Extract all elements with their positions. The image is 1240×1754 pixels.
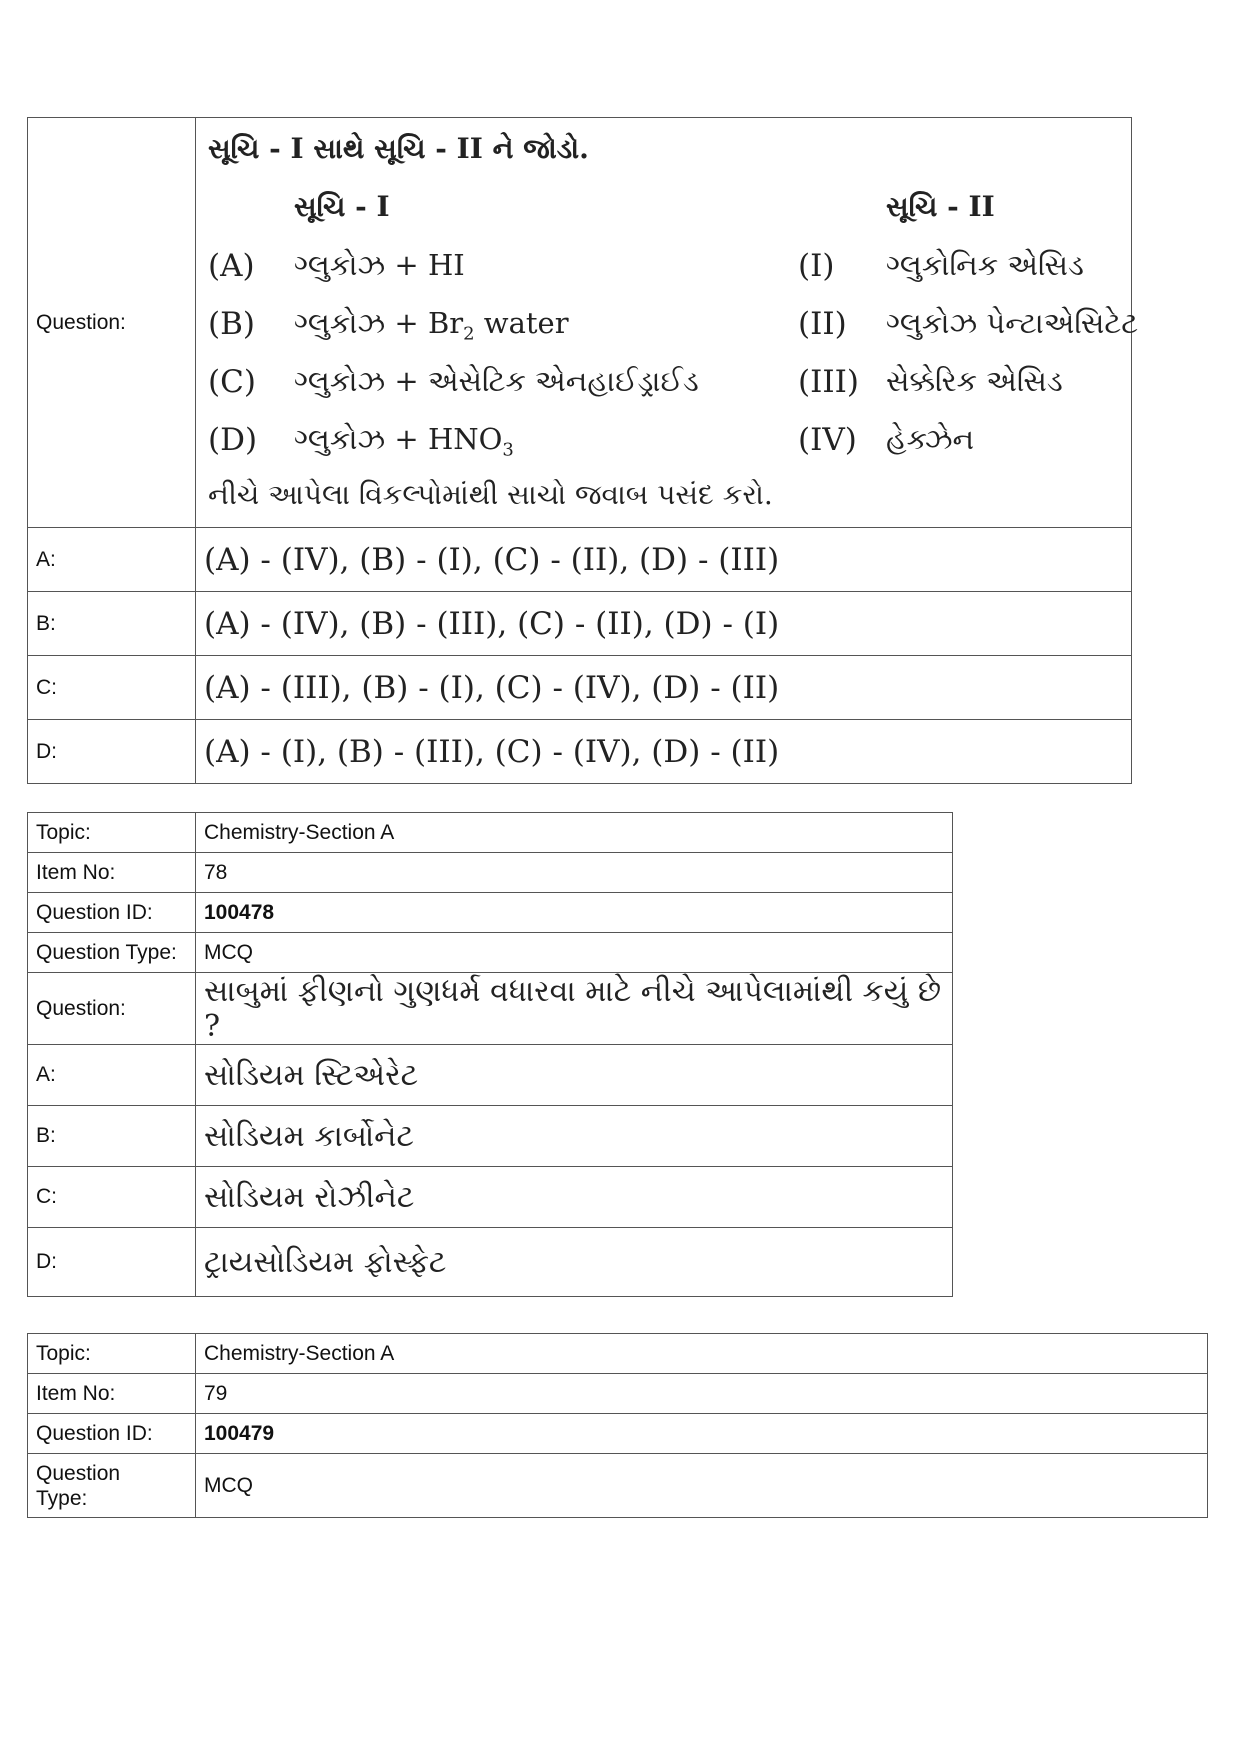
question-type-label: Question Type: xyxy=(28,933,196,973)
topic-value: Chemistry-Section A xyxy=(196,1334,1208,1374)
topic-row xyxy=(28,1334,1208,1374)
option-label: B: xyxy=(28,592,196,656)
list-1-item: ગ્લુકોઝ + $Br_2$ water xyxy=(294,306,569,345)
list-2-item: સેક્કેરિક એસિડ xyxy=(886,364,1063,398)
list-1-item: ગ્લુકોઝ + $HNO_3$ xyxy=(294,422,514,461)
question-77-table xyxy=(27,117,1139,784)
option-label: A: xyxy=(28,528,196,592)
list-2-header: સૂચિ - II xyxy=(886,190,995,223)
question-row xyxy=(28,973,953,1045)
option-label: C: xyxy=(28,1167,196,1228)
item-no-label: Item No: xyxy=(28,1374,196,1414)
question-content xyxy=(196,118,1139,528)
question-label: Question: xyxy=(28,118,196,528)
question-text: સાબુમાં ફીણનો ગુણધર્મ વધારવા માટે નીચે આપેલામાંથી કયું છે ? xyxy=(196,973,953,1045)
question-id-value: 100479 xyxy=(196,1414,1208,1454)
match-lists-block xyxy=(204,118,1139,527)
question-id-value: 100478 xyxy=(196,893,953,933)
option-row-b xyxy=(28,592,1132,656)
option-row-c xyxy=(28,656,1132,720)
question-row xyxy=(28,118,1132,528)
list-2-key: (III) xyxy=(798,364,859,400)
item-no-label: Item No: xyxy=(28,853,196,893)
question-type-row xyxy=(28,933,953,973)
option-text: (A) - (IV), (B) - (III), (C) - (II), (D) - (I) xyxy=(196,592,1132,656)
list-1-key: (A) xyxy=(208,248,255,284)
list-2-item: હેક્ઝેન xyxy=(886,422,975,456)
question-label: Question: xyxy=(28,973,196,1045)
question-intro: સૂચિ - I સાથે સૂચિ - II ને જોડો. xyxy=(208,132,589,165)
option-text: સોડિયમ કાર્બોનેટ xyxy=(196,1106,953,1167)
list-1-item: ગ્લુકોઝ + HI xyxy=(294,248,465,282)
item-no-row xyxy=(28,853,953,893)
question-id-row xyxy=(28,893,953,933)
list-1-header: સૂચિ - I xyxy=(294,190,390,223)
option-label: B: xyxy=(28,1106,196,1167)
question-78-table xyxy=(27,812,953,1297)
question-id-label: Question ID: xyxy=(28,893,196,933)
list-2-key: (II) xyxy=(798,306,847,342)
list-2-key: (IV) xyxy=(798,422,857,458)
question-type-value: MCQ xyxy=(196,1454,1208,1518)
question-type-value: MCQ xyxy=(196,933,953,973)
question-id-row xyxy=(28,1414,1208,1454)
topic-label: Topic: xyxy=(28,813,196,853)
item-no-row xyxy=(28,1374,1208,1414)
option-row-d xyxy=(28,1228,953,1297)
option-text: સોડિયમ સ્ટિએરેટ xyxy=(196,1045,953,1106)
option-label: C: xyxy=(28,656,196,720)
question-type-row xyxy=(28,1454,1208,1518)
option-label: D: xyxy=(28,1228,196,1297)
question-79-table xyxy=(27,1333,1208,1518)
topic-row xyxy=(28,813,953,853)
list-2-item: ગ્લુકોઝ પેન્ટાએસિટેટ xyxy=(886,306,1139,340)
option-row-a xyxy=(28,528,1132,592)
list-2-key: (I) xyxy=(798,248,835,284)
list-1-key: (D) xyxy=(208,422,258,458)
option-text: (A) - (III), (B) - (I), (C) - (IV), (D) - (II) xyxy=(196,656,1132,720)
list-2-item: ગ્લુકોનિક એસિડ xyxy=(886,248,1084,282)
option-text: (A) - (I), (B) - (III), (C) - (IV), (D) - (II) xyxy=(196,720,1132,784)
list-1-key: (C) xyxy=(208,364,256,400)
list-1-item: ગ્લુકોઝ + એસેટિક એનહાઈડ્રાઈડ xyxy=(294,364,699,398)
item-no-value: 78 xyxy=(196,853,953,893)
option-label: A: xyxy=(28,1045,196,1106)
topic-label: Topic: xyxy=(28,1334,196,1374)
item-no-value: 79 xyxy=(196,1374,1208,1414)
list-1-key: (B) xyxy=(208,306,255,342)
option-row-b xyxy=(28,1106,953,1167)
option-text: (A) - (IV), (B) - (I), (C) - (II), (D) - (III) xyxy=(196,528,1132,592)
option-label: D: xyxy=(28,720,196,784)
option-text: સોડિયમ રોઝીનેટ xyxy=(196,1167,953,1228)
question-instruction: નીચે આપેલા વિકલ્પોમાંથી સાચો જવાબ પસંદ કરો. xyxy=(208,478,773,511)
option-row-a xyxy=(28,1045,953,1106)
topic-value: Chemistry-Section A xyxy=(196,813,953,853)
option-row-d xyxy=(28,720,1132,784)
question-id-label: Question ID: xyxy=(28,1414,196,1454)
option-row-c xyxy=(28,1167,953,1228)
question-type-label: Question Type: xyxy=(28,1454,196,1518)
option-text: ટ્રાયસોડિયમ ફોસ્ફેટ xyxy=(196,1228,953,1297)
